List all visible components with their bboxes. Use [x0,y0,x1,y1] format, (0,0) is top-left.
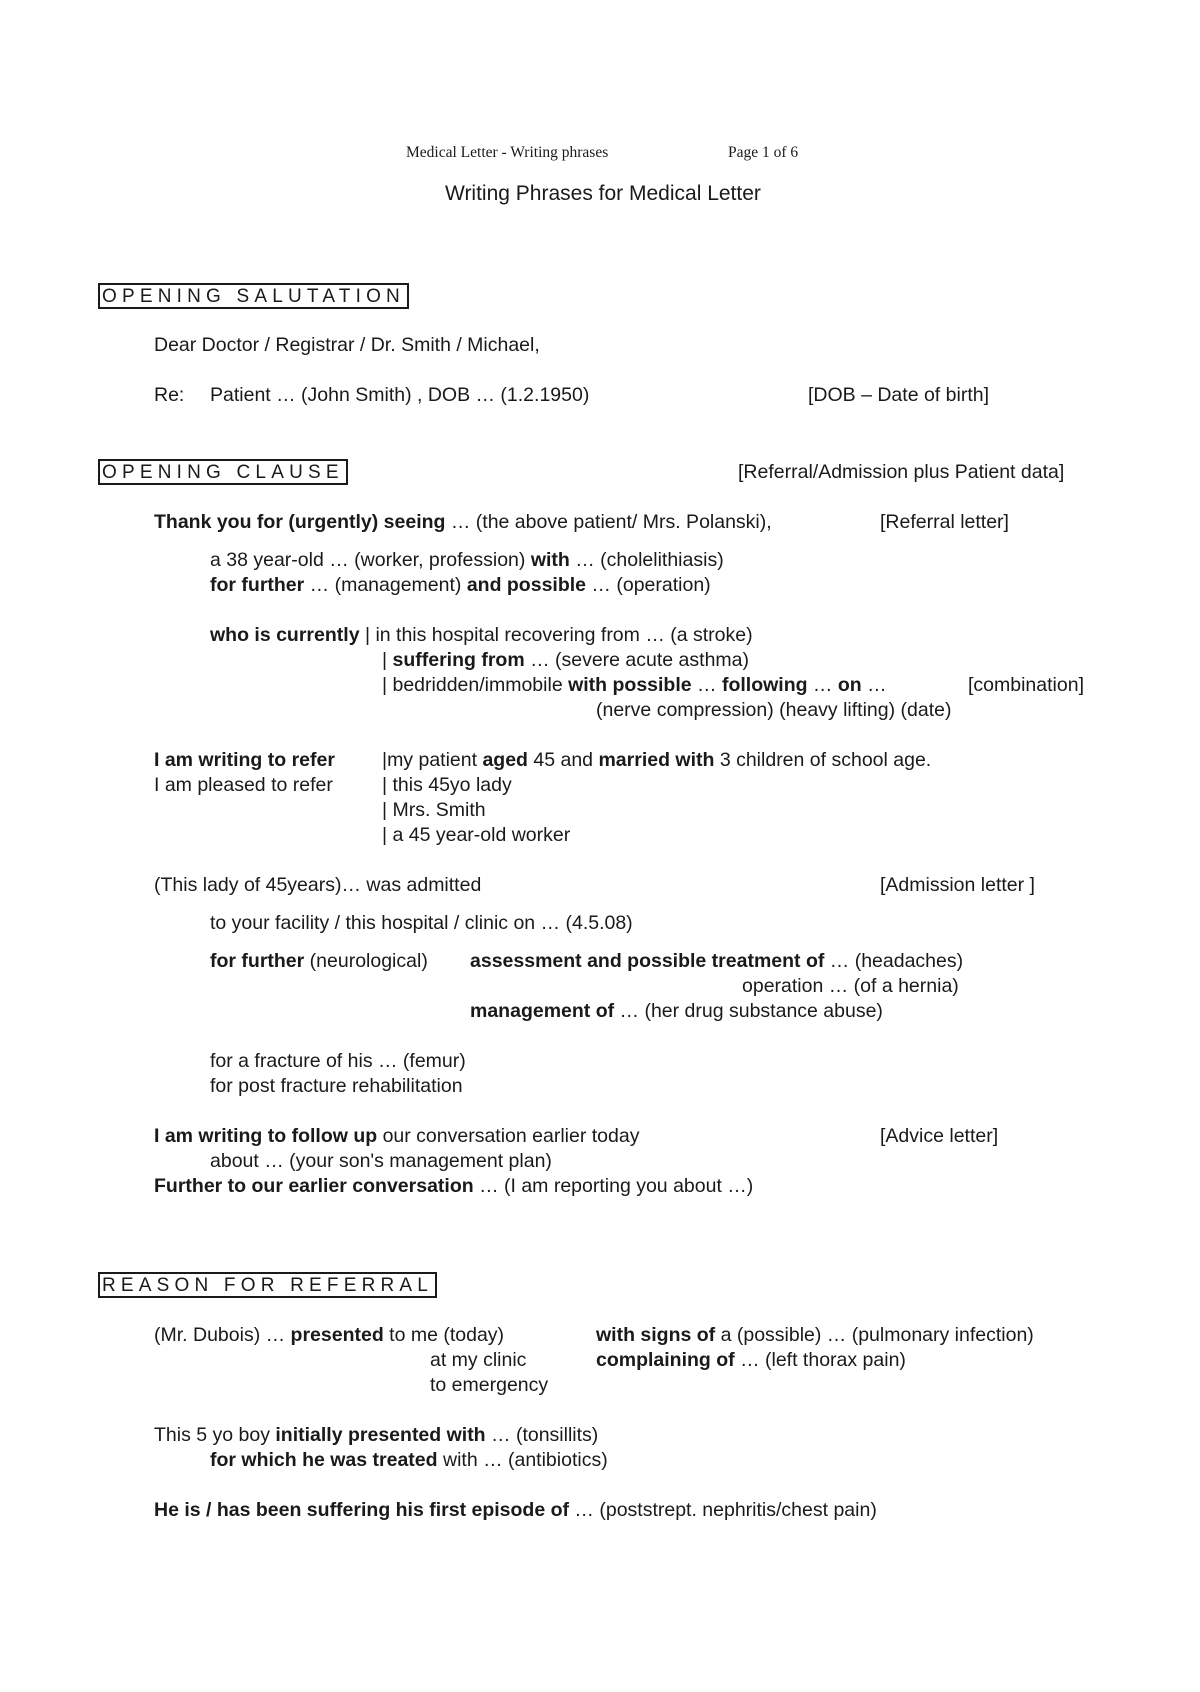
for-further-neuro [210,952,428,972]
phrase-bold: aged [482,749,528,771]
refer-option-worker: | a 45 year-old worker [382,824,571,846]
phrase-text: (neurological) [304,950,428,972]
phrase-bold: for further [210,950,305,972]
phrase-text: … (operation) [586,574,711,596]
phrase-text: … (tonsillits) [485,1424,599,1446]
page-title: Writing Phrases for Medical Letter [445,182,761,205]
complaining-line [596,1351,906,1371]
combination-note: [combination] [968,674,1084,696]
first-episode-line [154,1501,877,1521]
phrase-text: … (management) [304,574,467,596]
phrase-text: | bedridden/immobile [382,674,569,696]
initially-presented-line [154,1426,598,1446]
header-page-number: Page 1 of 6 [728,144,799,161]
phrase-bold: presented [290,1324,384,1346]
phrase-bold: with possible [568,674,692,696]
phrase-text: to me (today) [383,1324,505,1346]
phrase-bold: married with [598,749,715,771]
thank-you-line [154,513,772,533]
section-heading-opening-salutation: OPENING SALUTATION [98,283,409,309]
phrase-text: | in this hospital recovering from … (a stroke) [359,624,753,646]
phrase-text: 45 and [527,749,599,771]
further-conversation-line [154,1177,753,1197]
phrase-bold: for further [210,574,305,596]
phrase-bold: for which he was treated [210,1449,438,1471]
opening-clause-note: [Referral/Admission plus Patient data] [738,461,1065,483]
phrase-bold: Further to our earlier conversation [154,1175,474,1197]
treated-with-line [210,1451,608,1471]
currently-line [210,626,753,646]
phrase-bold: complaining of [596,1349,735,1371]
assessment-line [470,952,963,972]
phrase-text: … (poststrept. nephritis/chest pain) [569,1499,877,1521]
admitted-line: (This lady of 45years)… was admitted [154,874,482,896]
phrase-bold: He is / has been suffering his first episode of [154,1499,570,1521]
advice-letter-note: [Advice letter] [880,1125,999,1147]
further-management-line [210,576,711,596]
phrase-text: … (her drug substance abuse) [614,1000,883,1022]
phrase-text: our conversation earlier today [377,1125,640,1147]
section-heading-opening-clause: OPENING CLAUSE [98,459,348,485]
phrase-bold: assessment and possible treatment of [470,950,825,972]
at-clinic-line: at my clinic [430,1349,527,1371]
phrase-text: … [861,674,887,696]
re-patient-line: Patient … (John Smith) , DOB … (1.2.1950) [210,384,590,406]
phrase-bold: with [530,549,570,571]
combination-examples: (nerve compression) (heavy lifting) (date) [596,699,952,721]
pleased-to-refer-line: I am pleased to refer [154,774,333,796]
phrase-bold: and possible [466,574,587,596]
section-heading-reason-for-referral: REASON FOR REFERRAL [98,1272,437,1298]
signs-of-line [596,1326,1034,1346]
presented-line [154,1326,504,1346]
phrase-text: This 5 yo boy [154,1424,276,1446]
phrase-text: … (left thorax pain) [734,1349,906,1371]
to-emergency-line: to emergency [430,1374,549,1396]
phrase-bold: I am writing to follow up [154,1125,378,1147]
phrase-bold: initially presented with [275,1424,486,1446]
fracture-line: for a fracture of his … (femur) [210,1050,466,1072]
phrase-text: a (possible) … (pulmonary infection) [715,1324,1034,1346]
refer-option-name: | Mrs. Smith [382,799,486,821]
phrase-text: 3 children of school age. [714,749,932,771]
phrase-text: |my patient [382,749,483,771]
phrase-bold: on [837,674,862,696]
phrase-text: … (headaches) [824,950,964,972]
facility-line: to your facility / this hospital / clinic on … (4.5.08) [210,912,633,934]
refer-line-bold: I am writing to refer [154,749,335,771]
management-plan-line: about … (your son's management plan) [210,1150,552,1172]
suffering-line [382,651,749,671]
phrase-text: … [691,674,722,696]
phrase-text: … (cholelithiasis) [569,549,724,571]
phrase-text: … (severe acute asthma) [524,649,749,671]
refer-patient-line [382,751,931,771]
phrase-bold: who is currently [210,624,360,646]
refer-option-lady: | this 45yo lady [382,774,512,796]
phrase-text: (Mr. Dubois) … [154,1324,291,1346]
phrase-bold: following [721,674,808,696]
dob-note: [DOB – Date of birth] [808,384,989,406]
phrase-text: … [807,674,838,696]
referral-letter-note: [Referral letter] [880,511,1009,533]
phrase-text: … (the above patient/ Mrs. Polanski), [445,511,772,533]
re-label: Re: [154,384,185,406]
follow-up-line [154,1127,639,1147]
rehab-line: for post fracture rehabilitation [210,1075,463,1097]
phrase-text: with … (antibiotics) [437,1449,608,1471]
phrase-bold: suffering from [392,649,525,671]
management-of-line [470,1002,883,1022]
operation-line: operation … (of a hernia) [742,975,959,997]
phrase-text: a 38 year-old … (worker, profession) [210,549,531,571]
patient-description-line [210,551,724,571]
header-doc-title: Medical Letter - Writing phrases [406,144,609,161]
salutation-line: Dear Doctor / Registrar / Dr. Smith / Michael, [154,334,540,356]
phrase-text: … (I am reporting you about …) [473,1175,754,1197]
phrase-text: | [382,649,393,671]
phrase-bold: with signs of [596,1324,716,1346]
phrase-bold: management of [470,1000,615,1022]
phrase-bold: Thank you for (urgently) seeing [154,511,446,533]
admission-letter-note: [Admission letter ] [880,874,1035,896]
bedridden-line [382,676,887,696]
